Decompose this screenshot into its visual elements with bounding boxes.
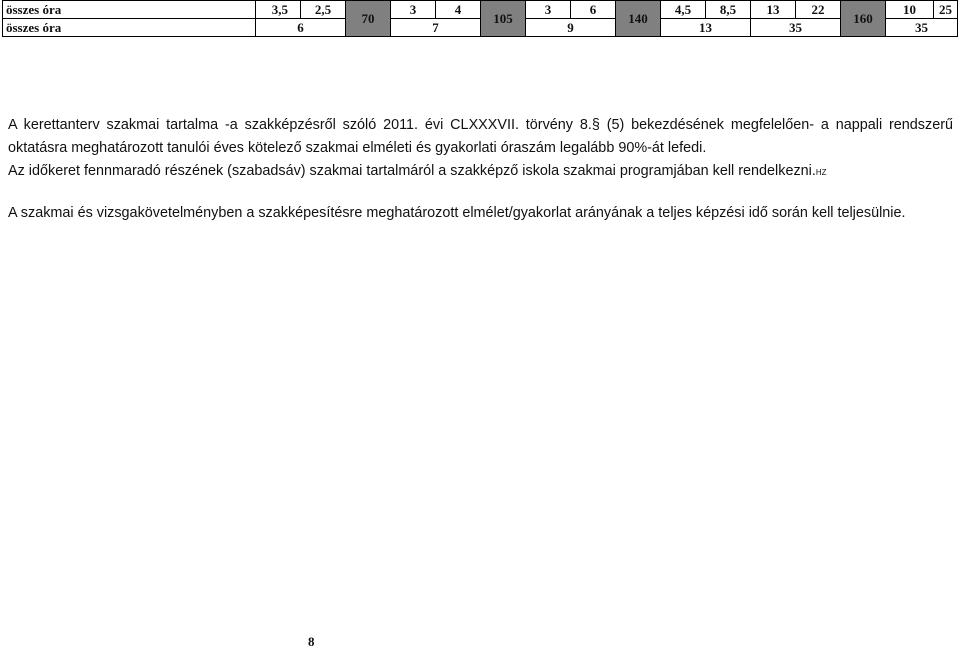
table-cell: 3 [391, 1, 436, 19]
table-cell: 3 [526, 1, 571, 19]
hours-summary-table [2, 0, 958, 37]
paragraph-curriculum-content: A kerettanterv szakmai tartalma -a szakképzésről szóló 2011. évi CLXXXVII. törvény 8.§ (5) bekezdésének megfelelően- a nappali rendszerű oktatásra meghatározott tanulói éves kötelező szakmai elméleti és gyakorlati óraszám legalább 90%-át lefedi. [8, 117, 953, 156]
table-cell: 22 [796, 1, 841, 19]
sum-cell: 160 [841, 1, 886, 37]
table-cell: 3,5 [256, 1, 301, 19]
hz-marker: HZ [815, 168, 827, 177]
table-cell: 4 [436, 1, 481, 19]
table-cell: 2,5 [301, 1, 346, 19]
total-cell: 35 [886, 19, 958, 37]
table-row [3, 19, 958, 37]
paragraph-text: Az időkeret fennmaradó részének (szabadsáv) szakmai tartalmáról a szakképző iskola szakmai programjában kell rendelkezni. [8, 163, 816, 179]
row-label: összes óra [3, 1, 256, 19]
paragraph-free-time [8, 160, 956, 184]
sum-cell: 140 [616, 1, 661, 37]
sum-cell: 70 [346, 1, 391, 37]
total-cell: 9 [526, 19, 616, 37]
row-label: összes óra [3, 19, 256, 37]
table-cell: 6 [571, 1, 616, 19]
table-cell: 10 [886, 1, 934, 19]
table-cell: 25 [934, 1, 958, 19]
total-cell: 6 [256, 19, 346, 37]
table-row [3, 1, 958, 19]
page-number: 8 [308, 634, 315, 649]
table-cell: 8,5 [706, 1, 751, 19]
table-cell: 4,5 [661, 1, 706, 19]
sum-cell: 105 [481, 1, 526, 37]
total-cell: 13 [661, 19, 751, 37]
paragraph-theory-practice-ratio: A szakmai és vizsgakövetelményben a szakképesítésre meghatározott elmélet/gyakorlat arányának a teljes képzési idő során kell teljesülnie. [8, 205, 906, 221]
table-cell: 13 [751, 1, 796, 19]
total-cell: 35 [751, 19, 841, 37]
total-cell: 7 [391, 19, 481, 37]
